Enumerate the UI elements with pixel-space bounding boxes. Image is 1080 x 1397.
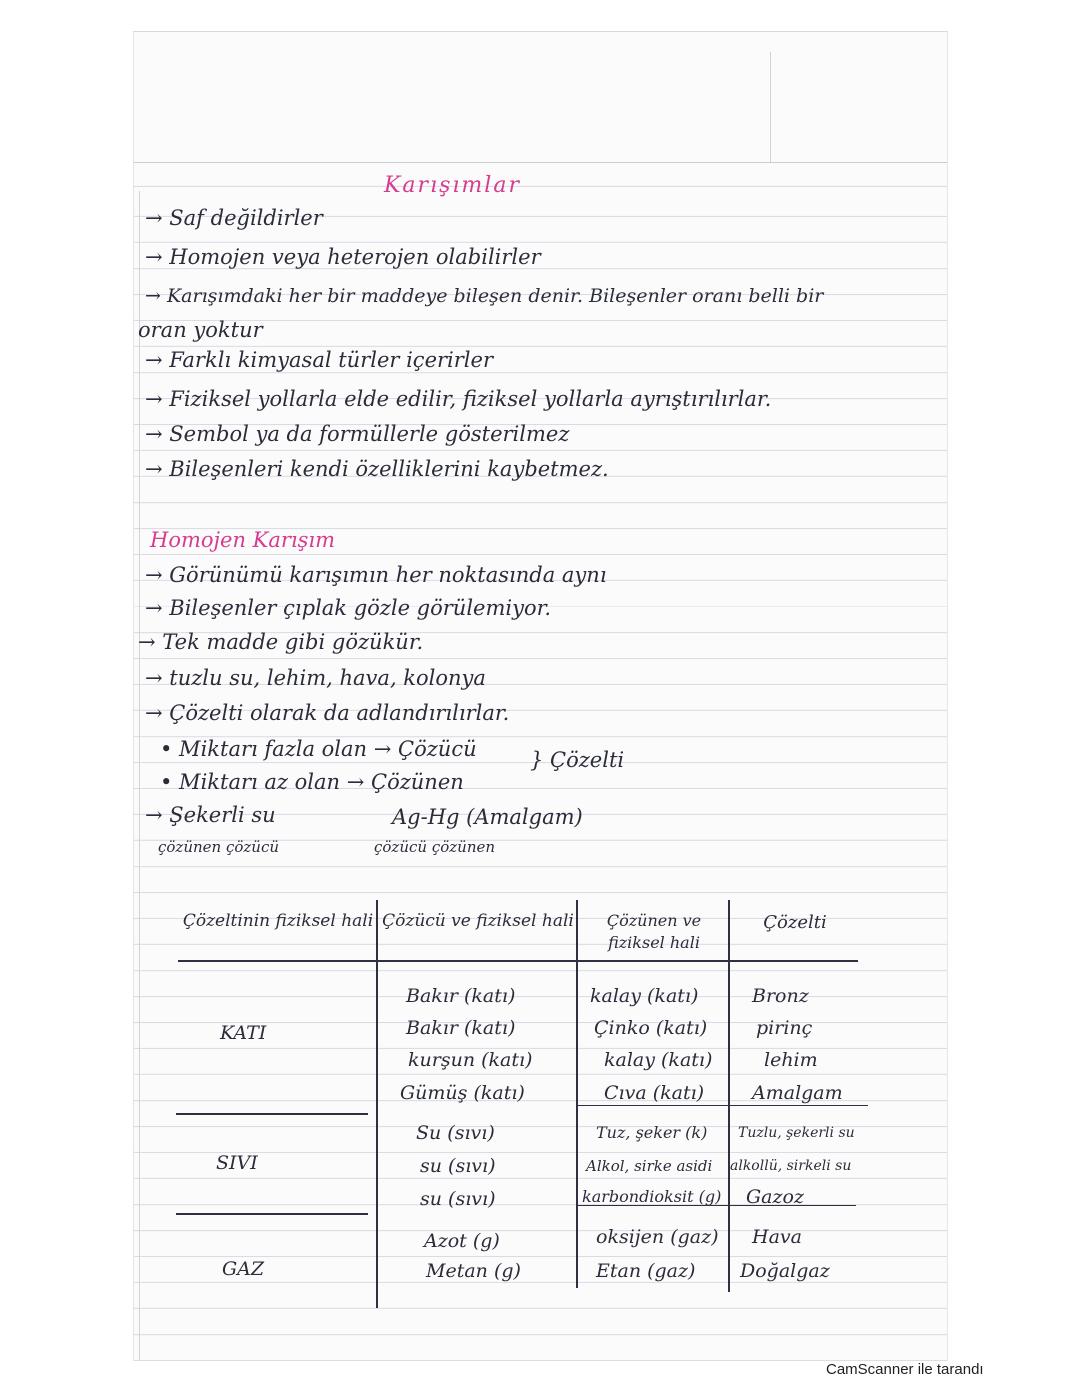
table-cell-solution: Doğalgaz	[740, 1260, 830, 1282]
homogeneous-line: → tuzlu su, lehim, hava, kolonya	[145, 666, 486, 690]
example-amalgam-labels: çözücü çözünen	[374, 838, 496, 856]
solution-bracket-label: } Çözelti	[530, 748, 625, 772]
table-row-rule	[578, 1105, 868, 1106]
table-cell-solution: Gazoz	[746, 1186, 804, 1208]
table-cell-solvent: kurşun (katı)	[408, 1049, 533, 1071]
property-line: → Farklı kimyasal türler içerirler	[145, 348, 493, 372]
table-cell-solvent: Metan (g)	[426, 1260, 521, 1282]
table-cell-solute: Etan (gaz)	[596, 1260, 696, 1282]
page-title: Karışımlar	[384, 173, 521, 198]
header-box-divider	[770, 52, 771, 162]
table-cell-solute: Çinko (katı)	[594, 1017, 708, 1039]
table-cell-solution: Amalgam	[752, 1082, 843, 1104]
table-cell-solvent: Gümüş (katı)	[400, 1082, 525, 1104]
table-column-rule	[376, 900, 378, 1308]
table-group-rule	[176, 1213, 368, 1215]
homogeneous-bullet: • Miktarı az olan → Çözünen	[160, 770, 464, 794]
property-line: → Sembol ya da formüllerle gösterilmez	[145, 422, 570, 446]
example-sugar-water: → Şekerli su	[145, 803, 276, 827]
table-header-solution: Çözelti	[763, 912, 827, 933]
homogeneous-line: → Görünümü karışımın her noktasında aynı	[145, 563, 607, 587]
homogeneous-bullet: • Miktarı fazla olan → Çözücü	[160, 737, 477, 761]
table-header-state: Çözeltinin fiziksel hali	[182, 911, 374, 931]
table-cell-solute: kalay (katı)	[604, 1049, 713, 1071]
property-line: → Homojen veya heterojen olabilirler	[145, 245, 541, 269]
example-amalgam: Ag-Hg (Amalgam)	[392, 805, 583, 829]
table-state-gas: GAZ	[222, 1258, 265, 1280]
table-state-solid: KATI	[220, 1022, 267, 1044]
table-cell-solute: oksijen (gaz)	[596, 1226, 719, 1248]
table-header-solvent: Çözücü ve fiziksel hali	[382, 911, 574, 931]
table-cell-solvent: su (sıvı)	[420, 1155, 496, 1177]
table-cell-solvent: Bakır (katı)	[406, 1017, 516, 1039]
table-cell-solute: kalay (katı)	[590, 985, 699, 1007]
table-cell-solution: Hava	[752, 1226, 802, 1248]
table-cell-solvent: Azot (g)	[424, 1230, 500, 1252]
table-cell-solute: Cıva (katı)	[604, 1082, 705, 1104]
table-column-rule	[576, 900, 578, 1288]
homogeneous-heading: Homojen Karışım	[150, 528, 336, 552]
table-cell-solute: Alkol, sirke asidi	[586, 1157, 713, 1175]
table-state-liquid: SIVI	[216, 1152, 258, 1174]
table-cell-solvent: su (sıvı)	[420, 1188, 496, 1210]
table-cell-solvent: Su (sıvı)	[416, 1122, 495, 1144]
table-column-rule	[728, 900, 730, 1292]
property-line: oran yoktur	[138, 318, 263, 342]
table-cell-solution: Bronz	[752, 985, 809, 1007]
homogeneous-line: → Bileşenler çıplak gözle görülemiyor.	[145, 596, 552, 620]
homogeneous-line: → Çözelti olarak da adlandırılırlar.	[145, 701, 510, 725]
scanner-watermark: CamScanner ile tarandı	[826, 1361, 984, 1378]
table-cell-solute: karbondioksit (g)	[582, 1187, 722, 1206]
property-line: → Saf değildirler	[145, 206, 323, 230]
table-cell-solution: Tuzlu, şekerli su	[738, 1125, 855, 1141]
property-line: → Bileşenleri kendi özelliklerini kaybetmez.	[145, 457, 609, 481]
example-sugar-water-labels: çözünen çözücü	[158, 838, 280, 856]
header-box	[134, 31, 947, 163]
table-cell-solution: alkollü, sirkeli su	[730, 1158, 852, 1174]
table-cell-solution: pirinç	[756, 1017, 813, 1039]
property-line: → Karışımdaki her bir maddeye bileşen denir. Bileşenler oranı belli bir	[145, 285, 824, 307]
table-cell-solute: Tuz, şeker (k)	[596, 1123, 708, 1142]
homogeneous-line: → Tek madde gibi gözükür.	[138, 630, 424, 654]
margin-line	[139, 191, 140, 1361]
table-cell-solvent: Bakır (katı)	[406, 985, 516, 1007]
table-header-rule	[178, 960, 858, 962]
table-cell-solution: lehim	[764, 1049, 818, 1071]
table-header-solute: Çözünen ve fiziksel hali	[606, 911, 702, 952]
property-line: → Fiziksel yollarla elde edilir, fiziksel yollarla ayrıştırılırlar.	[145, 387, 772, 411]
table-group-rule	[176, 1113, 368, 1115]
